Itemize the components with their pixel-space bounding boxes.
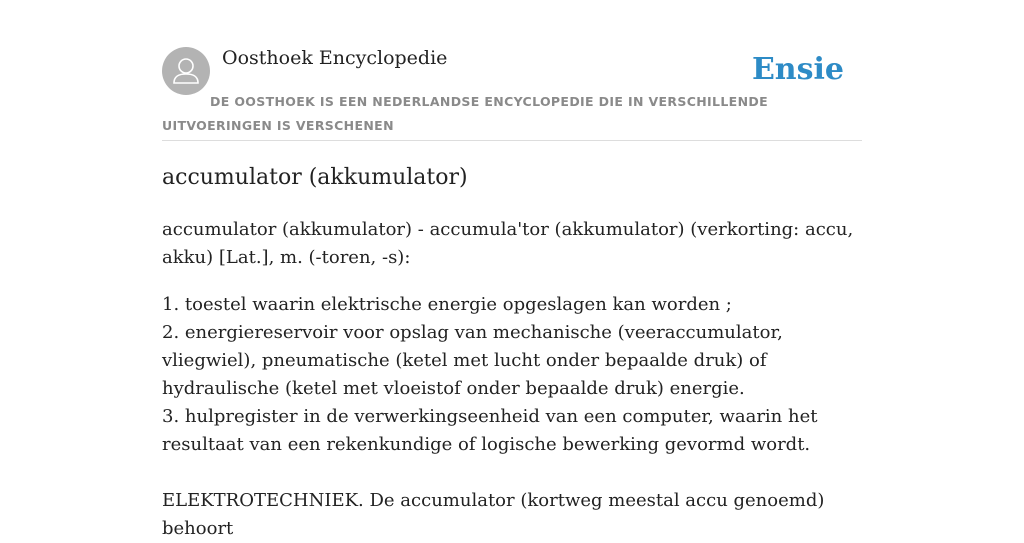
sense-item: 3. hulpregister in de verwerkingseenheid van een computer, waarin het resultaat van een rekenkundige of logische bewerking gevormd wordt.: [162, 406, 818, 455]
article-definition: accumulator (akkumulator) - accumula'tor (akkumulator) (verkorting: accu, akku) [Lat.], m. (-toren, -s):: [162, 219, 854, 268]
sense-list: [162, 291, 862, 459]
sense-item: 2. energiereservoir voor opslag van mechanische (veeraccumulator, vliegwiel), pneumatische (ketel met lucht onder bepaalde druk) of hydraulische (ketel met vloeistof onder bepaalde druk) energie.: [162, 322, 783, 399]
site-tagline: DE OOSTHOEK IS EEN NEDERLANDSE ENCYCLOPEDIE DIE IN VERSCHILLENDE UITVOERINGEN IS VERSCHENEN: [162, 94, 768, 133]
user-avatar-icon[interactable]: [162, 47, 210, 95]
sense-item: 1. toestel waarin elektrische energie opgeslagen kan worden ;: [162, 294, 732, 315]
article: [162, 160, 862, 543]
section-paragraph: ELEKTROTECHNIEK. De accumulator (kortweg meestal accu genoemd) behoort: [162, 490, 825, 539]
site-name[interactable]: Oosthoek Encyclopedie: [222, 47, 448, 69]
brand-logo[interactable]: Ensie: [751, 52, 844, 87]
article-title: accumulator (akkumulator): [162, 165, 468, 190]
site-header: [162, 46, 862, 141]
